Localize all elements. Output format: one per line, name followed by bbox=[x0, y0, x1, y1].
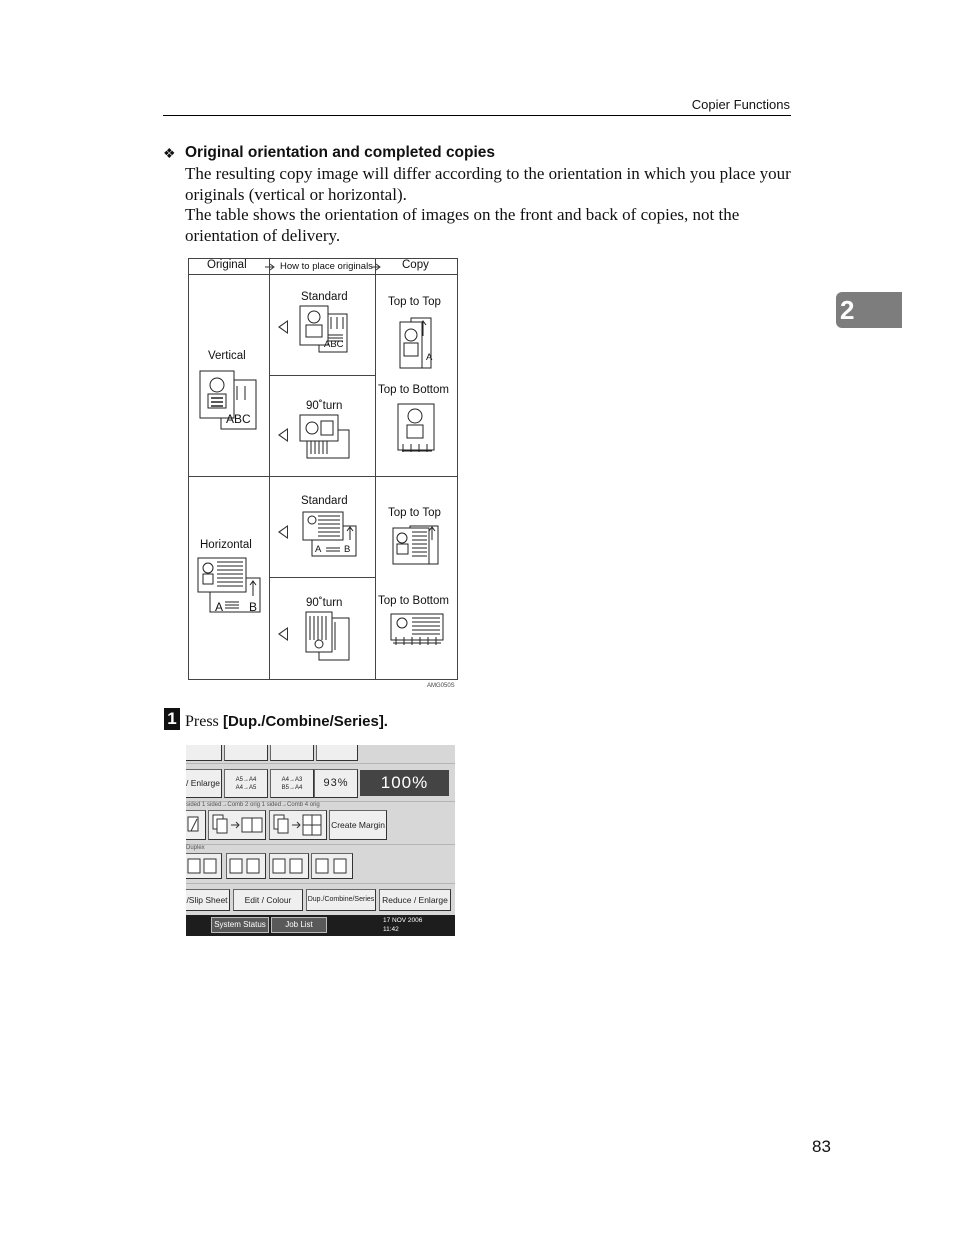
preset-b5-a4-button[interactable]: A4→A3 B5→A4 bbox=[270, 769, 314, 798]
screen-divider bbox=[186, 883, 455, 884]
combine-2-icon bbox=[209, 811, 265, 839]
flow-arrows-icon bbox=[264, 261, 384, 273]
header-how-to-place: How to place originals bbox=[280, 261, 373, 272]
preset-a5-a4-button[interactable]: A5→A4 A4→A5 bbox=[224, 769, 268, 798]
horizontal-copy-top-top: Top to Top bbox=[388, 507, 441, 519]
vertical-copy-top-top-image bbox=[399, 316, 435, 372]
orientation-option-button[interactable] bbox=[226, 853, 266, 879]
status-date: 17 NOV 2006 bbox=[383, 917, 423, 924]
screen-divider bbox=[186, 763, 455, 764]
preset-93-button[interactable]: 93% bbox=[314, 769, 358, 798]
duplex-row-label: Duplex bbox=[186, 845, 205, 851]
orientation-option-button[interactable] bbox=[186, 853, 222, 879]
vertical-standard-label: Standard bbox=[301, 291, 348, 303]
tab-reduce-enlarge[interactable]: Reduce / Enlarge bbox=[379, 889, 451, 911]
chapter-tab: 2 bbox=[836, 292, 902, 328]
orientation-option-icon bbox=[186, 854, 221, 878]
horizontal-turn-image bbox=[305, 610, 353, 662]
combine-row-label: sided 1 sided→Comb 2 orig 1 sided→Comb 4 orig bbox=[186, 802, 320, 808]
horizontal-original-text-a: A bbox=[215, 600, 224, 614]
step-number: 1 bbox=[164, 708, 180, 730]
vertical-turn-image bbox=[299, 414, 351, 460]
tab-slip-sheet[interactable]: /Slip Sheet bbox=[186, 889, 230, 911]
vertical-copy-top-bottom-image bbox=[397, 402, 437, 454]
screen-top-button[interactable] bbox=[270, 745, 314, 761]
horizontal-copy-top-top-image bbox=[392, 524, 442, 568]
header-original: Original bbox=[207, 259, 247, 271]
screen-top-button[interactable] bbox=[316, 745, 358, 761]
step-press-word: Press bbox=[185, 713, 219, 730]
left-arrow-inner bbox=[280, 527, 287, 537]
page-number: 83 bbox=[812, 1137, 831, 1156]
horizontal-standard-text-b: B bbox=[344, 544, 351, 555]
body-paragraph: The table shows the orientation of images on the front and back of copies, not the orientation of delivery. bbox=[185, 205, 740, 245]
step-instruction bbox=[185, 713, 388, 731]
orientation-option-button[interactable] bbox=[311, 853, 353, 879]
orientation-option-icon bbox=[270, 854, 308, 878]
combine-2-button[interactable] bbox=[208, 810, 266, 840]
horizontal-standard-label: Standard bbox=[301, 495, 348, 507]
vertical-copy-top-top: Top to Top bbox=[388, 296, 441, 308]
enlarge-button[interactable]: / Enlarge bbox=[186, 769, 222, 798]
job-list-button[interactable]: Job List bbox=[271, 917, 327, 933]
status-time: 11:42 bbox=[383, 926, 399, 933]
horizontal-turn-label: 90˚turn bbox=[306, 597, 343, 609]
screen-top-button[interactable] bbox=[186, 745, 222, 761]
orientation-diagram bbox=[188, 258, 458, 680]
horizontal-original-text-b: B bbox=[249, 600, 258, 614]
create-margin-button[interactable]: Create Margin bbox=[329, 810, 387, 840]
combine-4-button[interactable] bbox=[269, 810, 327, 840]
combine-4-icon bbox=[270, 811, 326, 839]
orientation-option-icon bbox=[227, 854, 265, 878]
system-status-button[interactable]: System Status bbox=[211, 917, 269, 933]
header-rule bbox=[163, 115, 791, 116]
tab-dup-combine-series[interactable]: Dup./Combine/Series bbox=[306, 889, 376, 911]
screen-divider bbox=[186, 844, 455, 845]
section-bullet-icon: ❖ bbox=[163, 145, 176, 161]
figure-code: AMG050S bbox=[427, 683, 455, 689]
horizontal-copy-top-bottom: Top to Bottom bbox=[378, 595, 449, 607]
step-key-label: [Dup./Combine/Series]. bbox=[222, 713, 388, 730]
orientation-option-icon bbox=[312, 854, 352, 878]
status-bar bbox=[186, 915, 455, 936]
tab-edit-colour[interactable]: Edit / Colour bbox=[233, 889, 303, 911]
vertical-copy-text: A bbox=[426, 352, 433, 363]
left-arrow-inner bbox=[280, 322, 287, 332]
body-paragraph: The resulting copy image will differ according to the orientation in which you place your originals (vertical or horizontal). bbox=[185, 164, 791, 204]
left-arrow-inner bbox=[280, 430, 287, 440]
orientation-option-button[interactable] bbox=[269, 853, 309, 879]
duplex-icon bbox=[186, 811, 205, 839]
zoom-ratio-display: 100% bbox=[360, 770, 449, 796]
screen-top-button[interactable] bbox=[224, 745, 268, 761]
vertical-turn-label: 90˚turn bbox=[306, 400, 343, 412]
vertical-copy-top-bottom: Top to Bottom bbox=[378, 384, 449, 396]
left-arrow-inner bbox=[280, 629, 287, 639]
duplex-button[interactable] bbox=[186, 810, 206, 840]
running-header: Copier Functions bbox=[691, 97, 790, 112]
horizontal-label: Horizontal bbox=[200, 539, 252, 551]
horizontal-standard-text-a: A bbox=[315, 544, 322, 555]
vertical-standard-text: ABC bbox=[324, 339, 344, 350]
copier-screen bbox=[186, 745, 455, 936]
vertical-label: Vertical bbox=[208, 350, 246, 362]
header-copy: Copy bbox=[402, 259, 429, 271]
section-heading: Original orientation and completed copies bbox=[185, 144, 496, 161]
horizontal-copy-top-bottom-image bbox=[390, 613, 446, 649]
vertical-original-text: ABC bbox=[226, 412, 251, 426]
